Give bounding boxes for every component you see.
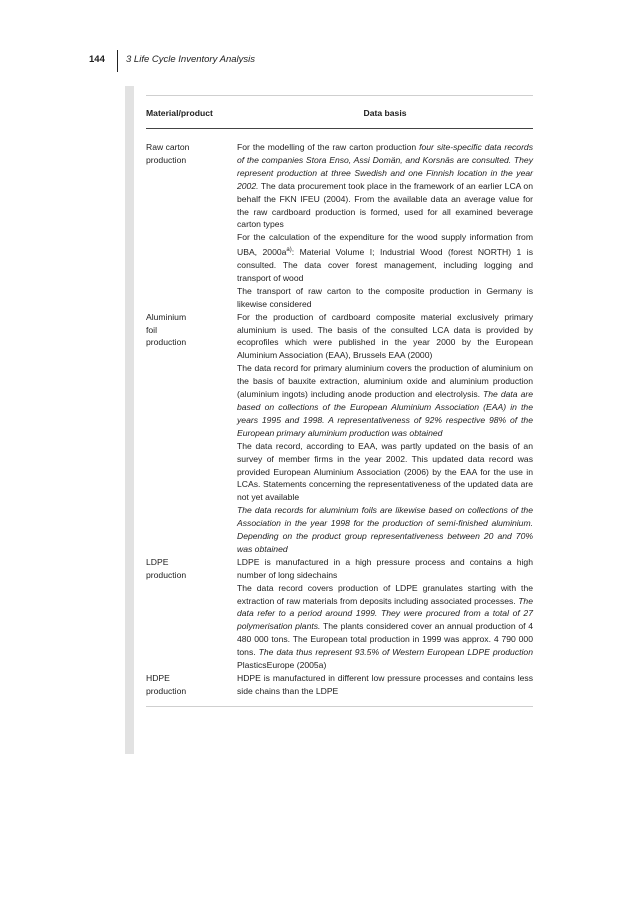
basis-paragraph <box>237 231 533 284</box>
basis-paragraph <box>237 285 533 311</box>
data-basis-cell <box>237 556 533 672</box>
chapter-title: 3 Life Cycle Inventory Analysis <box>126 54 256 65</box>
text-segment: For the modelling of the raw carton production <box>237 142 420 152</box>
basis-paragraph <box>237 362 533 439</box>
table-margin-bar <box>125 86 134 754</box>
data-basis-cell <box>237 672 533 698</box>
basis-paragraph <box>237 440 533 505</box>
table-top-rule <box>146 95 533 96</box>
running-header <box>0 50 627 72</box>
italic-text: four site-specific data records of the companies Stora Enso, Assi Domän, and Korsnäs are consulted. They represent production at three Swedish and one Finnish location in the year 2002. <box>237 142 534 191</box>
text-segment: : Material Volume I; Industrial Wood (forest NORTH) 1 is consulted. The data cover forest management, including logging and transport of wood <box>237 247 533 283</box>
table-row <box>146 311 533 556</box>
text-segment: The data record covers production of LDPE granulates starting with the extraction of raw materials from deposits including associated processes. <box>237 582 533 606</box>
text-segment: The transport of raw carton to the composite production in Germany is likewise considered <box>237 285 533 309</box>
italic-text: The data refer to a period around 1999. They were procured from a total of 27 polymerisation plants. <box>237 595 533 632</box>
italic-text: The data records for aluminium foils are likewise based on collections of the Association in the year 1998 for the production of semi-finished aluminium. Depending on the product group representativeness between 20 and 70% was obtained <box>237 505 533 554</box>
material-cell: Raw carton production <box>146 142 190 165</box>
text-segment: The data procurement took place in the framework of an earlier LCA on behalf the FKN IFEU (2004). From the available data an average value for the raw cardboard production is formed, used for all examined beverage carton types <box>237 180 533 230</box>
text-segment: The data record, according to EAA, was partly updated on the basis of an survey of member firms in the year 2002. This updated data record was provided European Aluminium Association (2006) by the EAA for the use in LCAs. Statements concerning the representativeness of the updated data are not yet available <box>237 440 533 503</box>
basis-paragraph <box>237 141 533 231</box>
data-basis-cell <box>237 141 533 311</box>
page-number: 144 <box>89 54 105 65</box>
data-basis-cell <box>237 311 533 556</box>
text-segment: PlasticsEurope (2005a) <box>237 660 327 671</box>
text-segment: The plants considered cover an annual production of 4 480 000 tons. The European total production in 1999 was approx. 4 790 000 tons. <box>237 621 533 658</box>
table-row <box>146 141 533 311</box>
table-body <box>146 141 533 698</box>
table-row <box>146 672 533 698</box>
text-segment: HDPE is manufactured in different low pressure processes and contains less side chains than the LDPE <box>237 673 533 696</box>
italic-text: The data thus represent 93.5% of Western European LDPE production <box>258 647 533 658</box>
basis-paragraph <box>237 556 533 582</box>
basis-paragraph <box>237 672 533 698</box>
italic-text: The data are based on collections of the European Aluminium Association (EAA) in the years 1995 and 1998. A representativeness of 92% respective 98% of the European primary aluminium production was obtained <box>237 389 533 438</box>
text-segment: For the production of cardboard composite material exclusively primary aluminium is used. The basis of the consulted LCA data is provided by ecoprofiles which were published in the year 2000 by the European Aluminium Association (EAA), Brussels EAA (2000) <box>237 311 533 361</box>
data-basis-table <box>146 95 533 707</box>
table-header-rule <box>146 128 533 129</box>
material-cell: HDPE production <box>146 673 187 696</box>
basis-paragraph <box>237 504 533 556</box>
text-segment: For the calculation of the expenditure for the wood supply information from UBA, 2000a <box>237 232 533 258</box>
column-header-material: Material/product <box>146 108 213 118</box>
material-cell: LDPE production <box>146 556 187 580</box>
text-segment: a) <box>286 247 292 254</box>
column-header-basis: Data basis <box>363 108 407 118</box>
table-row <box>146 556 533 672</box>
text-segment: LDPE is manufactured in a high pressure process and contains a high number of long sidechains <box>237 556 533 580</box>
basis-paragraph <box>237 582 533 672</box>
basis-paragraph <box>237 311 533 363</box>
material-cell: Aluminium foil production <box>146 311 187 348</box>
text-segment: The data record for primary aluminium covers the production of aluminium on the basis of bauxite extraction, aluminium oxide and aluminium production (aluminium ingots) including anode production and electrolysis. <box>237 363 533 400</box>
header-divider <box>117 50 118 72</box>
table-bottom-rule <box>146 706 533 707</box>
table-header <box>146 108 533 118</box>
